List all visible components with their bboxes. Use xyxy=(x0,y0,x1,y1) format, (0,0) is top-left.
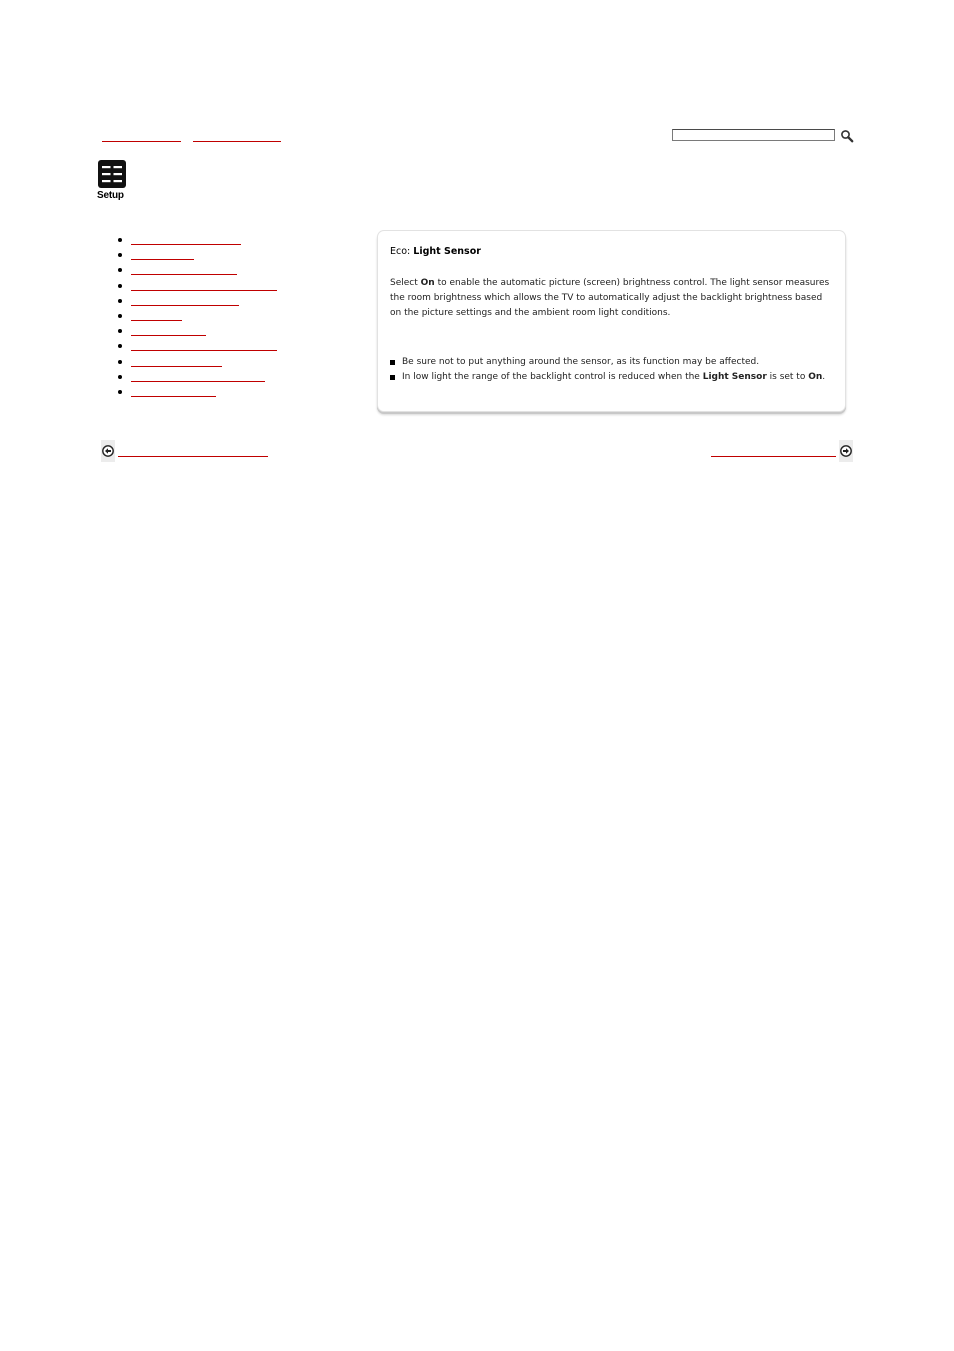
content-panel xyxy=(378,231,845,411)
note-item xyxy=(390,370,835,385)
content-title-prefix: Eco: xyxy=(390,246,414,257)
nav-link[interactable] xyxy=(131,370,265,382)
nav-link[interactable] xyxy=(131,385,216,397)
content-title xyxy=(390,246,481,258)
breadcrumb-link-2[interactable] xyxy=(193,131,281,142)
nav-link[interactable] xyxy=(131,294,239,306)
nav-link[interactable] xyxy=(131,339,277,351)
nav-link[interactable] xyxy=(131,263,237,275)
breadcrumb-link-1[interactable] xyxy=(102,131,181,142)
note-2-part-a: In low light the range of the backlight control is reduced when the xyxy=(402,372,703,382)
content-description xyxy=(390,276,835,321)
search-icon[interactable] xyxy=(840,128,854,142)
note-2-bold: Light Sensor xyxy=(702,372,767,382)
nav-link[interactable] xyxy=(131,233,241,245)
para-on: On xyxy=(420,278,435,288)
nav-link[interactable] xyxy=(131,355,222,367)
note-2-on: On xyxy=(808,372,823,382)
prev-page-link[interactable] xyxy=(118,446,268,457)
para-part-2: to enable the automatic picture (screen) brightness control. The light sensor measures the room brightness which allows the TV to automatically adjust the backlight brightness based on the picture settings and the ambient room light conditions. xyxy=(390,278,830,318)
content-title-bold: Light Sensor xyxy=(413,246,481,257)
nav-link[interactable] xyxy=(131,248,194,260)
nav-link[interactable] xyxy=(131,309,182,321)
note-2-part-b: is set to xyxy=(766,372,809,382)
content-notes xyxy=(390,355,835,385)
setup-icon xyxy=(98,160,126,188)
nav-link[interactable] xyxy=(131,324,206,336)
note-1-text: Be sure not to put anything around the sensor, as its function may be affected. xyxy=(402,357,760,367)
note-item xyxy=(390,355,835,370)
search-input[interactable] xyxy=(672,129,835,141)
note-2-part-c: . xyxy=(822,372,826,382)
next-arrow-icon[interactable] xyxy=(839,440,853,462)
prev-arrow-icon[interactable] xyxy=(101,440,115,462)
next-page-link[interactable] xyxy=(711,446,836,457)
section-label: Setup xyxy=(97,190,124,201)
nav-link[interactable] xyxy=(131,279,277,291)
para-part-1: Select xyxy=(390,278,421,288)
